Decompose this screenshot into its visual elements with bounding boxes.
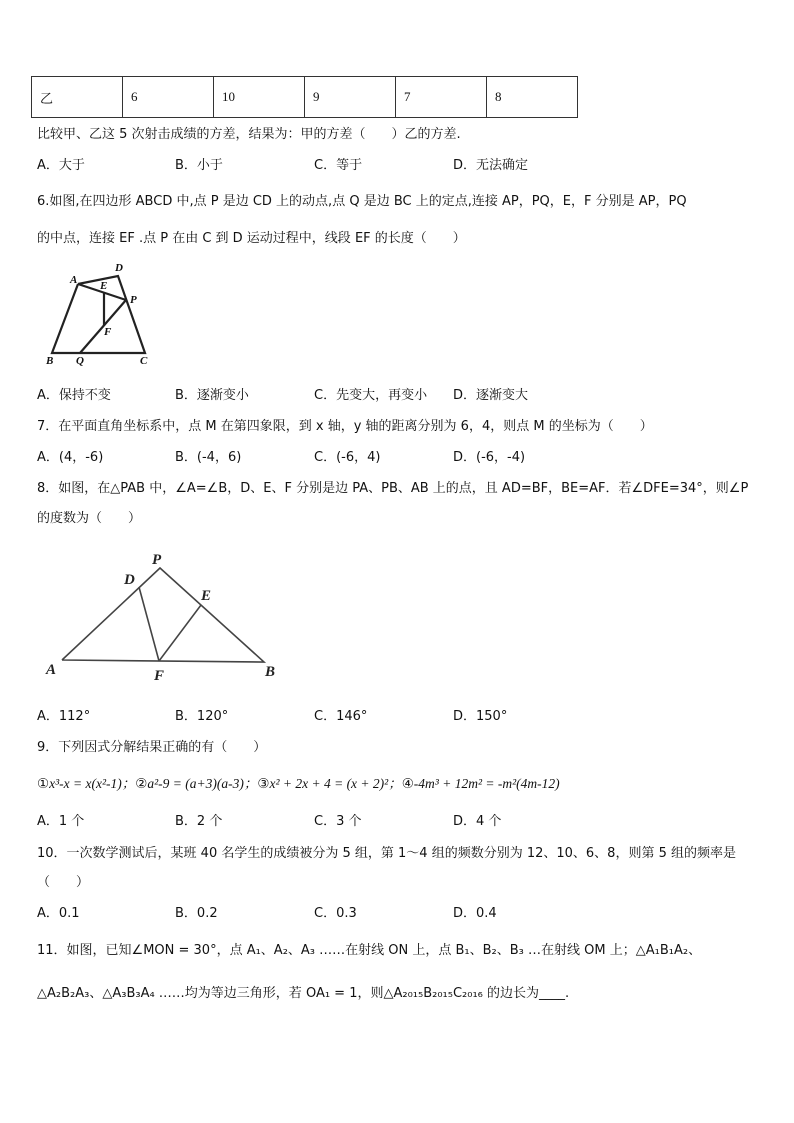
q9-option-a: A．1 个	[37, 814, 85, 829]
q8-option-a: A．112°	[37, 709, 91, 724]
q7-option-b: B．(-4，6)	[175, 450, 242, 465]
table-cell: 7	[396, 77, 487, 118]
q10-option-c: C．0.3	[314, 906, 357, 921]
q9-option-b: B．2 个	[175, 814, 223, 829]
q8-stem-line2: 的度数为（ ）	[37, 511, 142, 526]
label-f: F	[104, 326, 112, 338]
q6-option-a: A．保持不变	[37, 388, 111, 403]
table-row	[32, 77, 578, 118]
segment-df	[139, 587, 159, 661]
label-e: E	[201, 588, 212, 604]
q9-option-c: C．3 个	[314, 814, 362, 829]
q9-items: ①x³-x = x(x²-1)；②a²-9 = (a+3)(a-3)；③x² + 2x + 4 = (x + 2)²；④-4m³ + 12m² = -m²(4m-12)	[37, 776, 560, 791]
segment-fe	[159, 605, 201, 661]
score-table	[31, 76, 578, 118]
label-d: D	[115, 262, 123, 274]
q10-stem-line2: （ ）	[37, 875, 90, 890]
q10-option-d: D．0.4	[453, 906, 497, 921]
label-a: A	[70, 274, 78, 286]
label-a: A	[46, 662, 57, 678]
label-c: C	[140, 355, 148, 367]
triangle-pab-figure	[38, 548, 288, 686]
table-cell: 6	[123, 77, 214, 118]
label-p: P	[130, 294, 137, 306]
q8-option-c: C．146°	[314, 709, 368, 724]
q9-stem: 9．下列因式分解结果正确的有（ ）	[37, 740, 267, 755]
q6-option-b: B．逐渐变小	[175, 388, 249, 403]
quadrilateral-figure	[40, 258, 170, 370]
q6-option-c: C．先变大，再变小	[314, 388, 428, 403]
q6-option-d: D．逐渐变大	[453, 388, 529, 403]
q5-option-c: C．等于	[314, 158, 363, 173]
label-b: B	[265, 664, 276, 680]
quad-abcd-outline	[52, 276, 145, 353]
label-d: D	[124, 572, 135, 588]
q5-stem: 比较甲、乙这 5 次射击成绩的方差，结果为：甲的方差（ ）乙的方差.	[37, 127, 461, 142]
q11-stem-line1: 11．如图，已知∠MON = 30°，点 A₁、A₂、A₃ ……在射线 ON 上，点 B₁、B₂、B₃ …在射线 OM 上；△A₁B₁A₂、	[37, 943, 702, 958]
q5-option-d: D．无法确定	[453, 158, 529, 173]
q11-stem-line2: △A₂B₂A₃、△A₃B₃A₄ ……均为等边三角形，若 OA₁ = 1，则△A₂₀₁₅B₂₀₁₅C₂₀₁₆ 的边长为____.	[37, 986, 570, 1001]
q10-option-b: B．0.2	[175, 906, 218, 921]
q5-option-b: B．小于	[175, 158, 223, 173]
table-cell: 乙	[32, 77, 123, 118]
label-f: F	[154, 668, 165, 684]
label-b: B	[46, 355, 54, 367]
q10-stem-line1: 10．一次数学测试后，某班 40 名学生的成绩被分为 5 组，第 1～4 组的频数分别为 12、10、6、8，则第 5 组的频率是	[37, 846, 736, 861]
q10-option-a: A．0.1	[37, 906, 80, 921]
q6-stem-line1: 6.如图,在四边形 ABCD 中,点 P 是边 CD 上的动点,点 Q 是边 BC 上的定点,连接 AP，PQ，E，F 分别是 AP，PQ	[37, 194, 687, 209]
q7-stem: 7．在平面直角坐标系中，点 M 在第四象限，到 x 轴，y 轴的距离分别为 6，4，则点 M 的坐标为（ ）	[37, 419, 653, 434]
label-q: Q	[76, 355, 84, 367]
q8-option-b: B．120°	[175, 709, 229, 724]
q7-option-c: C．(-6，4)	[314, 450, 381, 465]
q5-option-a: A．大于	[37, 158, 85, 173]
q8-option-d: D．150°	[453, 709, 508, 724]
q7-option-a: A．(4，-6)	[37, 450, 104, 465]
q8-stem-line1: 8．如图，在△PAB 中，∠A=∠B，D、E、F 分别是边 PA、PB、AB 上的点，且 AD=BF，BE=AF．若∠DFE=34°，则∠P	[37, 481, 749, 496]
q6-stem-line2: 的中点，连接 EF .点 P 在由 C 到 D 运动过程中，线段 EF 的长度（ ）	[37, 231, 466, 246]
q9-option-d: D．4 个	[453, 814, 502, 829]
label-p: P	[152, 552, 162, 568]
triangle-pab-outline	[62, 568, 264, 662]
table-cell: 8	[487, 77, 578, 118]
table-cell: 9	[305, 77, 396, 118]
q7-option-d: D．(-6，-4)	[453, 450, 526, 465]
table-cell: 10	[214, 77, 305, 118]
label-e: E	[100, 280, 108, 292]
